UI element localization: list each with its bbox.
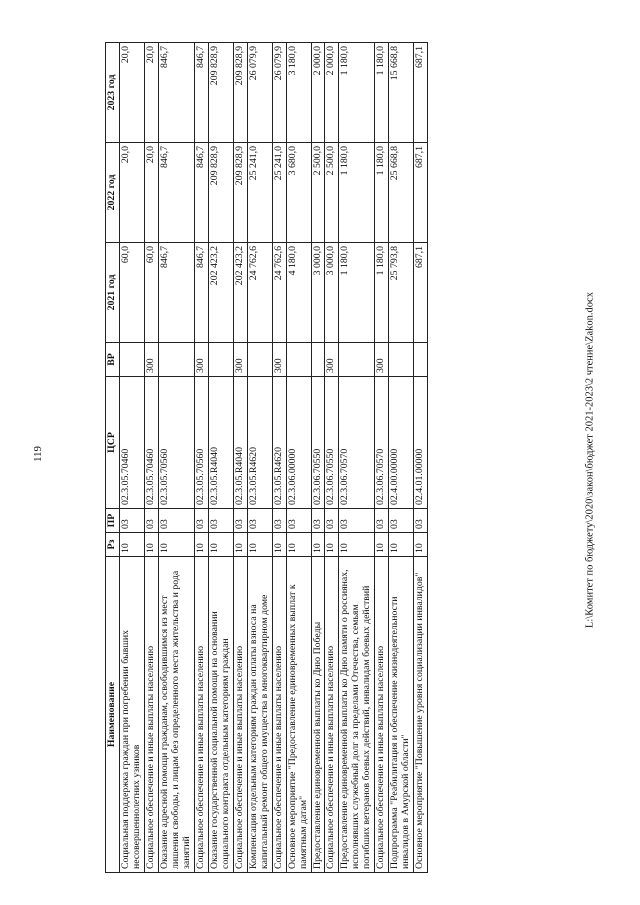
cell-2021: 4 180,0 (286, 243, 311, 343)
cell-rz: 10 (286, 533, 311, 557)
header-rz: Рз (106, 533, 120, 557)
footer-file-path: L:\Комитет по бюджету\2020\закон\бюджет 2021-2023\2 чтение\Zakon.docx (584, 292, 596, 628)
cell-rz: 10 (208, 533, 233, 557)
cell-2022: 2 500,0 (311, 143, 325, 243)
cell-2023: 26 079,9 (247, 43, 272, 143)
cell-vr (286, 343, 311, 377)
cell-csr: 02.3.05.70560 (194, 377, 208, 509)
cell-2021: 202 423,2 (208, 243, 233, 343)
header-2023: 2023 год (106, 43, 120, 143)
cell-2023: 846,7 (194, 43, 208, 143)
cell-pr: 03 (414, 509, 428, 533)
cell-2022: 2 500,0 (325, 143, 339, 243)
table-row (144, 43, 158, 873)
cell-rz: 10 (339, 533, 375, 557)
cell-pr: 03 (144, 509, 158, 533)
header-vr: ВР (106, 343, 120, 377)
cell-2023: 26 079,9 (272, 43, 286, 143)
page-number: 119 (32, 445, 44, 463)
cell-2021: 846,7 (194, 243, 208, 343)
cell-vr (339, 343, 375, 377)
cell-2022: 687,1 (414, 143, 428, 243)
table-row (375, 43, 389, 873)
cell-name: Оказание адресной помощи гражданам, освободившимся из мест лишения свободы, и лицам без определенного места жительства и рода занятий (158, 557, 194, 873)
cell-2023: 2 000,0 (311, 43, 325, 143)
cell-vr: 300 (375, 343, 389, 377)
cell-2021: 3 000,0 (311, 243, 325, 343)
cell-pr: 03 (233, 509, 247, 533)
table-row (389, 43, 414, 873)
cell-pr: 03 (158, 509, 194, 533)
cell-pr: 03 (339, 509, 375, 533)
cell-2022: 25 241,0 (272, 143, 286, 243)
cell-2023: 846,7 (158, 43, 194, 143)
cell-2022: 846,7 (194, 143, 208, 243)
table-row (119, 43, 144, 873)
cell-rz: 10 (119, 533, 144, 557)
header-name: Наименование (106, 557, 120, 873)
table-body (119, 43, 427, 873)
cell-vr (311, 343, 325, 377)
cell-2023: 20,0 (144, 43, 158, 143)
cell-2021: 24 762,6 (247, 243, 272, 343)
cell-pr: 03 (208, 509, 233, 533)
cell-2022: 209 828,9 (208, 143, 233, 243)
cell-pr: 03 (389, 509, 414, 533)
cell-2022: 20,0 (119, 143, 144, 243)
header-2022: 2022 год (106, 143, 120, 243)
table-row (208, 43, 233, 873)
cell-2021: 1 180,0 (339, 243, 375, 343)
cell-2021: 202 423,2 (233, 243, 247, 343)
cell-2022: 1 180,0 (339, 143, 375, 243)
cell-name: Основное мероприятие "Повышение уровня социализации инвалидов" (414, 557, 428, 873)
cell-2022: 3 680,0 (286, 143, 311, 243)
table-row (272, 43, 286, 873)
table-header-row (106, 43, 120, 873)
table-row (311, 43, 325, 873)
cell-vr: 300 (325, 343, 339, 377)
cell-rz: 10 (272, 533, 286, 557)
cell-2022: 20,0 (144, 143, 158, 243)
cell-csr: 02.4.01.00000 (414, 377, 428, 509)
header-csr: ЦСР (106, 377, 120, 509)
cell-2022: 846,7 (158, 143, 194, 243)
cell-name: Социальное обеспечение и иные выплаты населению (375, 557, 389, 873)
header-pr: ПР (106, 509, 120, 533)
cell-pr: 03 (311, 509, 325, 533)
cell-2023: 1 180,0 (339, 43, 375, 143)
cell-name: Подпрограмма "Реабилитация и обеспечение жизнедеятельности инвалидов в Амурской области" (389, 557, 414, 873)
cell-2023: 2 000,0 (325, 43, 339, 143)
table-row (194, 43, 208, 873)
table-row (286, 43, 311, 873)
cell-2021: 60,0 (144, 243, 158, 343)
cell-name: Социальное обеспечение и иные выплаты населению (233, 557, 247, 873)
cell-csr: 02.3.06.00000 (286, 377, 311, 509)
cell-pr: 03 (119, 509, 144, 533)
cell-csr: 02.3.06.70570 (375, 377, 389, 509)
cell-2021: 25 793,8 (389, 243, 414, 343)
table-row (339, 43, 375, 873)
cell-csr: 02.3.05.70460 (119, 377, 144, 509)
cell-pr: 03 (194, 509, 208, 533)
cell-2022: 1 180,0 (375, 143, 389, 243)
cell-2022: 25 241,0 (247, 143, 272, 243)
cell-2022: 25 668,8 (389, 143, 414, 243)
cell-2022: 209 828,9 (233, 143, 247, 243)
cell-rz: 10 (247, 533, 272, 557)
cell-vr: 300 (272, 343, 286, 377)
cell-2021: 687,1 (414, 243, 428, 343)
header-2021: 2021 год (106, 243, 120, 343)
cell-rz: 10 (158, 533, 194, 557)
cell-name: Предоставление единовременной выплаты ко Дню Победы (311, 557, 325, 873)
cell-2023: 687,1 (414, 43, 428, 143)
cell-2021: 3 000,0 (325, 243, 339, 343)
table-row (325, 43, 339, 873)
cell-csr: 02.3.05.70460 (144, 377, 158, 509)
cell-csr: 02.3.06.70550 (325, 377, 339, 509)
cell-vr (414, 343, 428, 377)
cell-2021: 846,7 (158, 243, 194, 343)
cell-rz: 10 (375, 533, 389, 557)
cell-csr: 02.4.00.00000 (389, 377, 414, 509)
cell-2023: 209 828,9 (208, 43, 233, 143)
cell-csr: 02.3.06.70550 (311, 377, 325, 509)
cell-rz: 10 (414, 533, 428, 557)
cell-name: Социальное обеспечение и иные выплаты населению (272, 557, 286, 873)
cell-csr: 02.3.05.70560 (158, 377, 194, 509)
table-row (247, 43, 272, 873)
cell-name: Социальное обеспечение и иные выплаты населению (194, 557, 208, 873)
cell-csr: 02.3.05.R4620 (247, 377, 272, 509)
cell-csr: 02.3.06.70570 (339, 377, 375, 509)
budget-table (105, 42, 428, 873)
cell-vr: 300 (144, 343, 158, 377)
cell-pr: 03 (286, 509, 311, 533)
cell-pr: 03 (247, 509, 272, 533)
budget-table-container (105, 43, 571, 873)
cell-name: Компенсация отдельным категориям граждан оплаты взноса на капитальный ремонт общего имущества в многоквартирном доме (247, 557, 272, 873)
cell-rz: 10 (233, 533, 247, 557)
cell-csr: 02.3.05.R4620 (272, 377, 286, 509)
cell-name: Социальное обеспечение и иные выплаты населению (144, 557, 158, 873)
cell-2023: 15 668,8 (389, 43, 414, 143)
table-row (414, 43, 428, 873)
cell-rz: 10 (325, 533, 339, 557)
cell-pr: 03 (325, 509, 339, 533)
cell-pr: 03 (272, 509, 286, 533)
cell-csr: 02.3.05.R4040 (233, 377, 247, 509)
cell-vr: 300 (194, 343, 208, 377)
cell-vr (389, 343, 414, 377)
cell-name: Оказание государственной социальной помощи на основании социального контракта отдельным категориям граждан (208, 557, 233, 873)
cell-name: Социальное обеспечение и иные выплаты населению (325, 557, 339, 873)
cell-csr: 02.3.05.R4040 (208, 377, 233, 509)
cell-vr (247, 343, 272, 377)
table-row (158, 43, 194, 873)
cell-vr: 300 (233, 343, 247, 377)
cell-2021: 24 762,6 (272, 243, 286, 343)
cell-rz: 10 (144, 533, 158, 557)
cell-vr (158, 343, 194, 377)
cell-vr (119, 343, 144, 377)
cell-2023: 1 180,0 (375, 43, 389, 143)
cell-rz: 10 (311, 533, 325, 557)
cell-rz: 10 (194, 533, 208, 557)
cell-2021: 1 180,0 (375, 243, 389, 343)
cell-pr: 03 (375, 509, 389, 533)
cell-vr (208, 343, 233, 377)
cell-name: Предоставление единовременной выплаты ко Дню памяти о россиянах, исполнявших служебный долг за пределами Отечества, семьям погибших ветеранов боевых действий, инвалидам боевых действий (339, 557, 375, 873)
cell-2023: 3 180,0 (286, 43, 311, 143)
cell-2021: 60,0 (119, 243, 144, 343)
cell-2023: 20,0 (119, 43, 144, 143)
cell-rz: 10 (389, 533, 414, 557)
cell-name: Основное мероприятие "Предоставление единовременных выплат к памятным датам" (286, 557, 311, 873)
cell-2023: 209 828,9 (233, 43, 247, 143)
table-row (233, 43, 247, 873)
cell-name: Социальная поддержка граждан при погребении бывших несовершеннолетних узников (119, 557, 144, 873)
